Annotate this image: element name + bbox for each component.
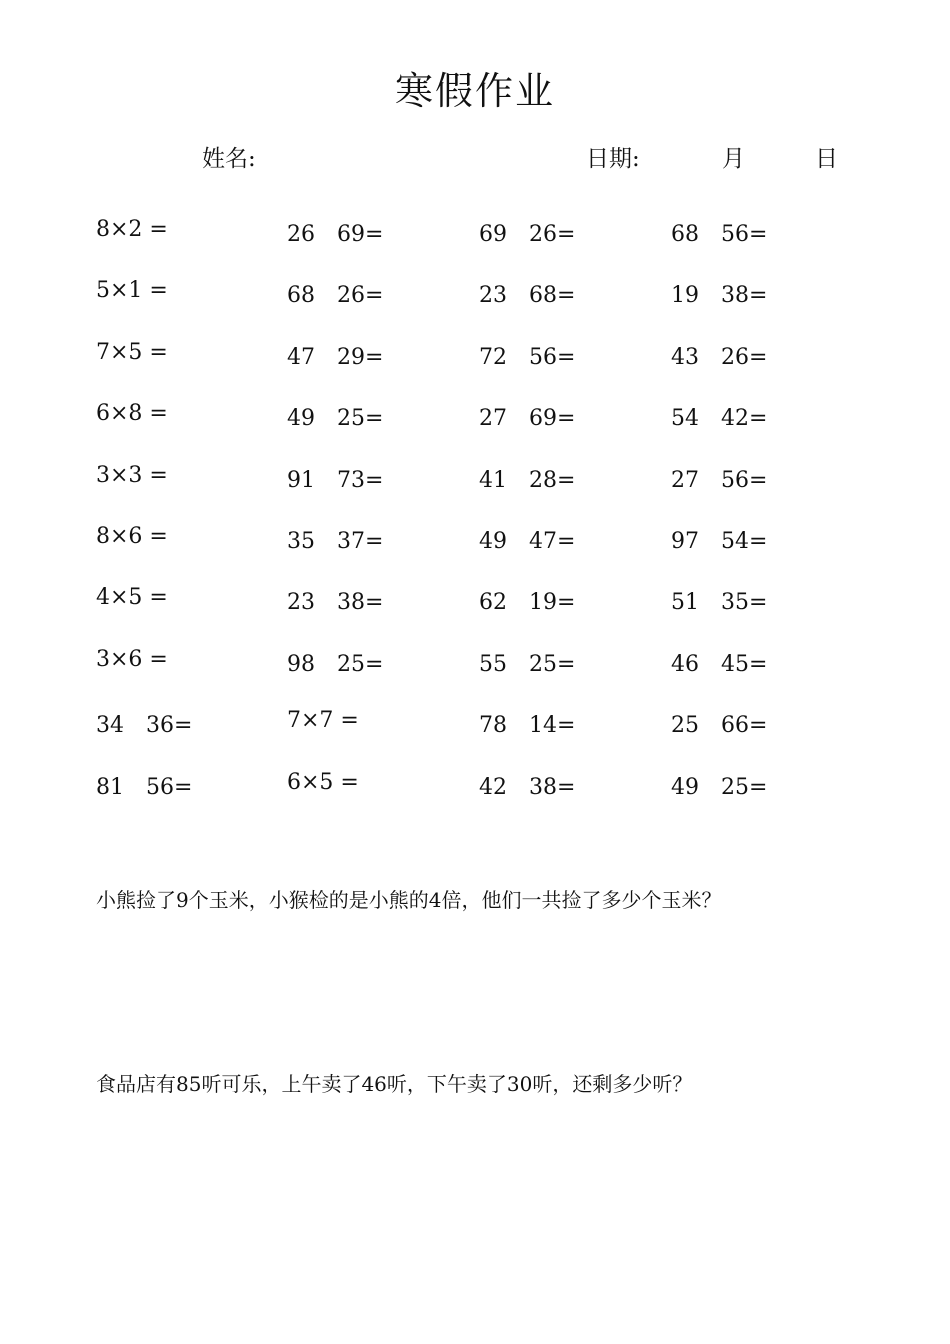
problem-item: 51 35= [671, 590, 768, 615]
problem-item: 72 56= [479, 345, 576, 370]
problem-item: 49 25= [671, 775, 768, 800]
problem-item: 91 73= [287, 468, 384, 493]
problem-item: 55 25= [479, 652, 576, 677]
problem-item: 47 29= [287, 345, 384, 370]
problem-item: 69 26= [479, 222, 576, 247]
problem-item: 34 36= [96, 713, 193, 738]
problem-item: 6×5 = [287, 770, 359, 795]
problem-item: 5×1 = [96, 278, 168, 303]
page-title: 寒假作业 [394, 69, 555, 113]
problem-item: 41 28= [479, 468, 576, 493]
problem-item: 7×5 = [96, 340, 168, 365]
problem-item: 25 66= [671, 713, 768, 738]
problem-item: 68 26= [287, 283, 384, 308]
problem-item: 62 19= [479, 590, 576, 615]
problem-item: 49 25= [287, 406, 384, 431]
problem-item: 78 14= [479, 713, 576, 738]
problem-item: 54 42= [671, 406, 768, 431]
problem-item: 68 56= [671, 222, 768, 247]
problem-item: 6×8 = [96, 401, 168, 426]
problem-item: 26 69= [287, 222, 384, 247]
problem-item: 98 25= [287, 652, 384, 677]
problem-item: 49 47= [479, 529, 576, 554]
problem-item: 43 26= [671, 345, 768, 370]
word-problem-1: 小熊捡了9个玉米，小猴检的是小熊的4倍，他们一共捡了多少个玉米？ [96, 888, 722, 912]
problem-item: 23 38= [287, 590, 384, 615]
problem-item: 3×6 = [96, 647, 168, 672]
problem-item: 97 54= [671, 529, 768, 554]
problem-item: 27 69= [479, 406, 576, 431]
problem-item: 7×7 = [287, 708, 359, 733]
problem-item: 35 37= [287, 529, 384, 554]
problem-item: 46 45= [671, 652, 768, 677]
name-label: 姓名: [202, 146, 256, 172]
problem-item: 3×3 = [96, 463, 168, 488]
day-label: 日 [815, 146, 838, 172]
problem-item: 8×2 = [96, 217, 168, 242]
problem-item: 27 56= [671, 468, 768, 493]
problem-item: 81 56= [96, 775, 193, 800]
month-label: 月 [722, 146, 745, 172]
problem-item: 42 38= [479, 775, 576, 800]
date-label: 日期: [586, 146, 640, 172]
problem-item: 8×6 = [96, 524, 168, 549]
word-problem-2: 食品店有85听可乐，上午卖了46听，下午卖了30听，还剩多少听？ [96, 1072, 693, 1096]
problem-item: 23 68= [479, 283, 576, 308]
problem-item: 4×5 = [96, 585, 168, 610]
problem-item: 19 38= [671, 283, 768, 308]
